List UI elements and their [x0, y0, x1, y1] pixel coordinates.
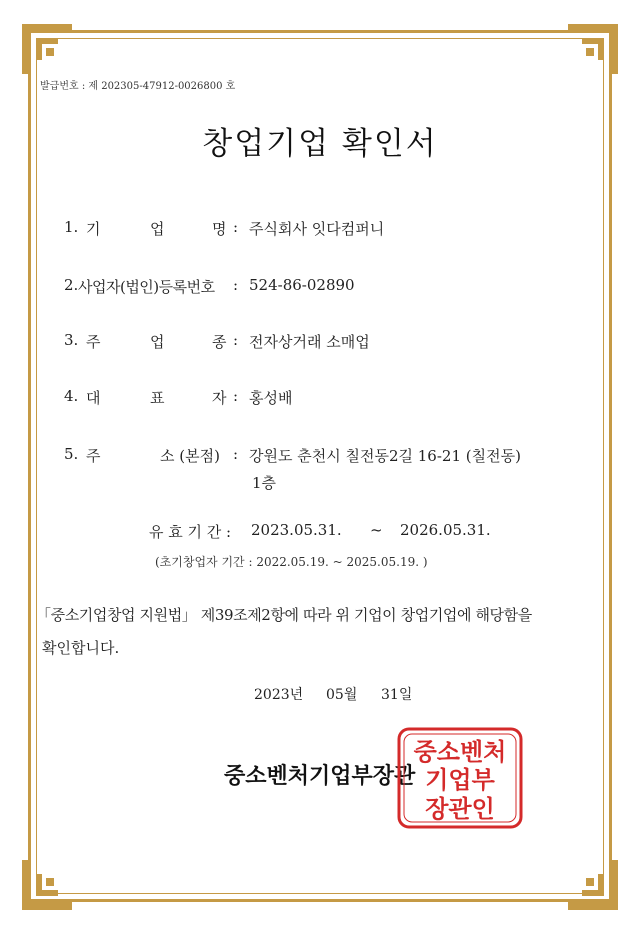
field-label-char: 자	[212, 389, 227, 407]
field-colon: :	[233, 387, 239, 405]
certificate-title: 창업기업 확인서	[202, 126, 438, 162]
field-number: 4.	[64, 387, 79, 405]
issuer-name: 중소벤처기업부장관	[224, 764, 416, 789]
corner-ornament-icon	[568, 860, 618, 910]
field-number: 3.	[64, 331, 79, 349]
field-number: 1.	[64, 218, 79, 236]
corner-ornament-icon	[22, 860, 72, 910]
corner-ornament-icon	[568, 24, 618, 74]
field-label-char: 표	[150, 389, 165, 407]
field-label-char: 주	[86, 333, 101, 351]
business-type-value: 전자상거래 소매업	[249, 333, 370, 351]
corner-ornament-icon	[22, 24, 72, 74]
field-label: 사업자(법인)등록번호	[78, 278, 215, 296]
issue-date-month: 05월	[326, 687, 358, 703]
field-label-char: 주	[86, 447, 101, 465]
validity-start: 2023.05.31.	[251, 521, 342, 539]
field-label-char: 소 (본점)	[160, 447, 220, 465]
seal-text-line2: 기업부	[425, 766, 495, 794]
field-label-char: 종	[212, 333, 227, 351]
issue-number: 발급번호 : 제 202305-47912-0026800 호	[40, 81, 236, 92]
company-name-value: 주식회사 잇다컴퍼니	[249, 220, 385, 238]
field-colon: :	[233, 218, 239, 236]
address-value: 강원도 춘천시 칠전동2길 16-21 (칠전동)	[249, 447, 521, 465]
field-colon: :	[233, 276, 239, 294]
address-value-line2: 1층	[252, 474, 277, 492]
registration-number-value: 524-86-02890	[249, 276, 355, 294]
field-number: 2.	[64, 276, 79, 294]
official-seal-icon	[396, 726, 524, 830]
representative-value: 홍성배	[249, 389, 293, 407]
seal-text-line1: 중소벤처	[413, 738, 507, 766]
field-label-char: 명	[212, 220, 227, 238]
confirmation-text-line1: 「중소기업창업 지원법」 제39조제2항에 따라 위 기업이 창업기업에 해당함을	[36, 606, 532, 624]
validity-end: 2026.05.31.	[400, 521, 491, 539]
field-label-char: 업	[150, 333, 165, 351]
confirmation-text-line2: 확인합니다.	[42, 639, 120, 657]
issue-date-day: 31일	[381, 687, 413, 703]
initial-startup-period: (초기창업자 기간 : 2022.05.19. ~ 2025.05.19. )	[155, 555, 428, 569]
field-label-char: 기	[86, 220, 101, 238]
validity-label: 유 효 기 간 :	[149, 523, 232, 541]
field-label-char: 대	[86, 389, 101, 407]
seal-text-line3: 장관인	[425, 795, 495, 823]
field-colon: :	[233, 445, 239, 463]
field-label-char: 업	[150, 220, 165, 238]
field-colon: :	[233, 331, 239, 349]
issue-date-year: 2023년	[254, 687, 304, 703]
validity-tilde: ~	[370, 521, 383, 539]
field-number: 5.	[64, 445, 79, 463]
